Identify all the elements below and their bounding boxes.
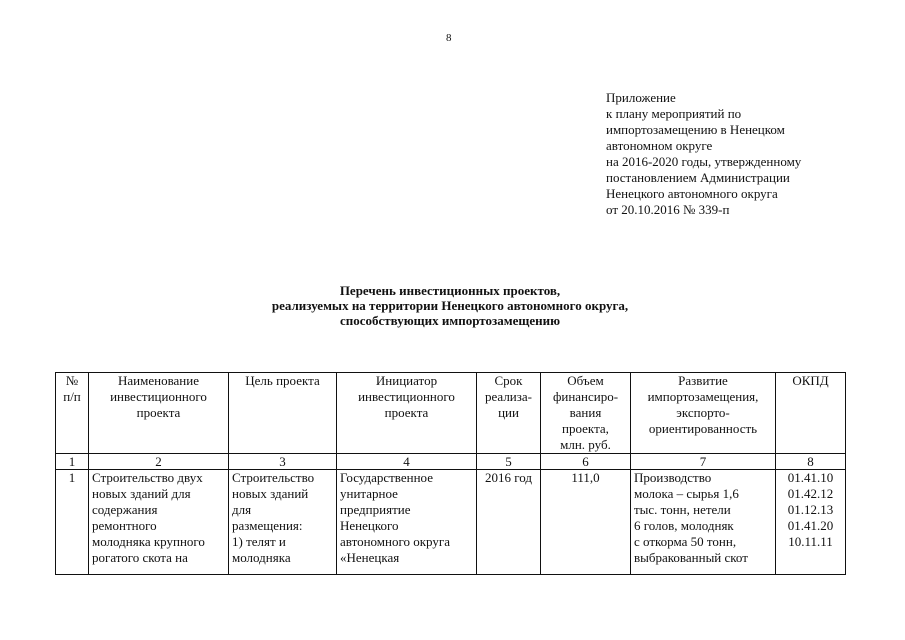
page-number: 8 [446, 32, 452, 44]
cell-number [56, 470, 89, 575]
header-line: Цель проекта [245, 373, 320, 388]
okpd-code: 01.41.10 [787, 470, 834, 485]
cell-line: автономного округа [340, 534, 450, 549]
cell-line: Государственное [340, 470, 433, 485]
okpd-code: 01.12.13 [787, 502, 834, 517]
cell-line: молодняка крупного [92, 534, 205, 549]
appendix-line: к плану мероприятий по [606, 106, 742, 121]
cell-line: с откорма 50 тонн, [634, 534, 737, 549]
header-line: ОКПД [792, 373, 829, 388]
header-project-goal [229, 373, 337, 454]
cell-line: новых зданий [232, 486, 309, 501]
header-line: проекта, [562, 421, 609, 436]
okpd-code: 10.11.11 [788, 534, 833, 549]
column-number: 4 [337, 454, 477, 470]
header-line: проекта [384, 405, 429, 420]
cell-line: молока – сырья 1,6 [634, 486, 739, 501]
appendix-block [606, 90, 866, 218]
appendix-line: от 20.10.2016 № 339-п [606, 202, 730, 217]
document-title [150, 283, 750, 328]
cell-line: рогатого скота на [92, 550, 188, 565]
cell-project-name [89, 470, 229, 575]
header-line: млн. руб. [560, 437, 611, 452]
cell-text: 1 [68, 470, 76, 485]
cell-line: Производство [634, 470, 712, 485]
header-line: № [65, 373, 79, 388]
title-line: реализуемых на территории Ненецкого автономного округа, [271, 298, 629, 313]
header-line: инвестиционного [358, 389, 455, 404]
appendix-line: импортозамещению в Ненецком [606, 122, 785, 137]
cell-line: предприятие [340, 502, 411, 517]
header-okpd [776, 373, 846, 454]
title-line: способствующих импортозамещению [339, 313, 561, 328]
header-line: Объем [567, 373, 604, 388]
column-number: 5 [477, 454, 541, 470]
header-line: финансиро- [552, 389, 619, 404]
header-line: реализа- [485, 389, 532, 404]
header-line: экспорто- [676, 405, 730, 420]
table-header-row [56, 373, 846, 454]
header-term [477, 373, 541, 454]
cell-line: молодняка [232, 550, 291, 565]
column-number: 2 [89, 454, 229, 470]
header-line: Срок [494, 373, 523, 388]
cell-line: для [232, 502, 252, 517]
cell-line: «Ненецкая [340, 550, 400, 565]
header-line: Инициатор [375, 373, 438, 388]
header-line: Развитие [678, 373, 728, 388]
cell-line: Ненецкого [340, 518, 399, 533]
column-number: 3 [229, 454, 337, 470]
header-project-name [89, 373, 229, 454]
cell-funding-volume [541, 470, 631, 575]
header-import-substitution [631, 373, 776, 454]
column-number: 1 [56, 454, 89, 470]
header-funding-volume [541, 373, 631, 454]
column-number-row [56, 454, 846, 470]
header-line: вания [569, 405, 602, 420]
cell-line: Строительство [232, 470, 315, 485]
appendix-line: постановлением Администрации [606, 170, 790, 185]
cell-import-substitution [631, 470, 776, 575]
cell-project-goal [229, 470, 337, 575]
okpd-code: 01.41.20 [787, 518, 834, 533]
okpd-code: 01.42.12 [787, 486, 834, 501]
table-row [56, 470, 846, 575]
cell-line: унитарное [340, 486, 398, 501]
cell-text: 111,0 [571, 470, 600, 485]
column-number: 6 [541, 454, 631, 470]
cell-line: тыс. тонн, нетели [634, 502, 731, 517]
cell-text: 2016 год [485, 470, 532, 485]
header-line: п/п [63, 389, 81, 404]
header-line: ции [498, 405, 519, 420]
cell-line: новых зданий для [92, 486, 191, 501]
header-line: ориентированность [648, 421, 758, 436]
appendix-line: автономном округе [606, 138, 713, 153]
header-line: проекта [136, 405, 181, 420]
title-line: Перечень инвестиционных проектов, [339, 283, 561, 298]
cell-initiator [337, 470, 477, 575]
header-initiator [337, 373, 477, 454]
header-line: инвестиционного [110, 389, 207, 404]
header-line: Наименование [118, 373, 199, 388]
investment-projects-table [55, 372, 846, 575]
appendix-line: Приложение [606, 90, 676, 105]
column-number: 7 [631, 454, 776, 470]
column-number: 8 [776, 454, 846, 470]
cell-line: выбракованный скот [634, 550, 748, 565]
cell-okpd [776, 470, 846, 575]
cell-line: 1) телят и [232, 534, 286, 549]
header-line: импортозамещения, [647, 389, 759, 404]
cell-term [477, 470, 541, 575]
appendix-line: на 2016-2020 годы, утвержденному [606, 154, 802, 169]
appendix-line: Ненецкого автономного округа [606, 186, 778, 201]
cell-line: ремонтного [92, 518, 157, 533]
cell-line: Строительство двух [92, 470, 203, 485]
header-number [56, 373, 89, 454]
cell-line: размещения: [232, 518, 303, 533]
cell-line: 6 голов, молодняк [634, 518, 734, 533]
cell-line: содержания [92, 502, 158, 517]
